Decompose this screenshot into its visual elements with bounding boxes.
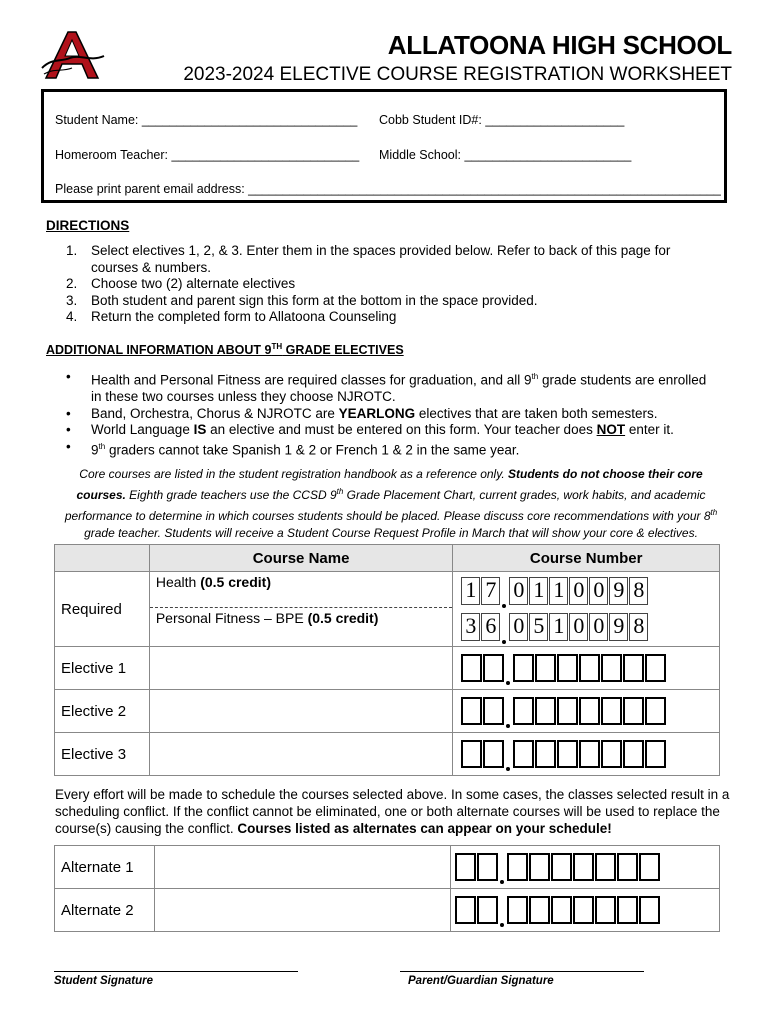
info-bullet: • 9th graders cannot take Spanish 1 & 2 or French 1 & 2 in the same year. [66,438,520,457]
digit-box[interactable] [645,740,666,768]
direction-item: 1. Select electives 1, 2, & 3. Enter them in the spaces provided below. Refer to back of this page for courses & numbers. [66,243,671,275]
digit-box[interactable] [579,740,600,768]
digit-box[interactable] [483,697,504,725]
alternate-2-label: Alternate 2 [55,889,155,932]
core-courses-note: Core courses are listed in the student registration handbook as a reference only. Students do not choose their core courses. Eighth grade teachers use the CCSD 9th Grade Placement Chart, current grades, work habits, and academic performance to determine in which courses students should be placed. Please discuss core recommendations with your 8th grade teacher. Students will receive a Student Course Request Profile in March that will show your core & electives. [64,467,718,540]
elective-1-label: Elective 1 [55,647,150,690]
alternate-1-number-input[interactable] [455,853,719,881]
digit-box: 3 [461,613,480,641]
digit-box[interactable] [595,896,616,924]
required-label: Required [55,572,150,647]
digit-box[interactable] [477,896,498,924]
digit-box[interactable] [529,853,550,881]
digit-box[interactable] [461,740,482,768]
digit-box[interactable] [535,740,556,768]
digit-box[interactable] [617,896,638,924]
elective-3-name-input[interactable] [149,733,452,776]
additional-info-heading: ADDITIONAL INFORMATION ABOUT 9TH GRADE ELECTIVES [46,342,404,358]
info-bullet: • World Language IS an elective and must be entered on this form. Your teacher does NOT enter it. [66,422,674,437]
digit-box: 8 [629,577,648,605]
direction-item: 4. Return the completed form to Allatoona Counseling [66,309,397,324]
digit-box[interactable] [623,697,644,725]
elective-2-number-input[interactable] [461,697,719,725]
student-name-field[interactable]: Student Name: _______________________________ [55,113,358,127]
digit-box[interactable] [645,697,666,725]
student-info-box [41,89,727,203]
digit-box: 8 [629,613,648,641]
digit-box[interactable] [551,853,572,881]
parent-email-field[interactable]: Please print parent email address: ____________________________________________________________________ [55,182,721,196]
middle-school-field[interactable]: Middle School: ________________________ [379,148,632,162]
digit-box[interactable] [601,697,622,725]
direction-item: 2. Choose two (2) alternate electives [66,276,296,291]
decimal-dot [505,740,512,768]
digit-box: 0 [569,613,588,641]
fitness-course: Personal Fitness – BPE (0.5 credit) [155,610,379,626]
digit-box: 1 [549,613,568,641]
elective-1-name-input[interactable] [149,647,452,690]
decimal-dot [501,577,508,605]
digit-box[interactable] [551,896,572,924]
elective-1-number-input[interactable] [461,654,719,682]
digit-box: 6 [481,613,500,641]
digit-box[interactable] [595,853,616,881]
digit-box: 1 [461,577,480,605]
info-bullet: • Health and Personal Fitness are required classes for graduation, and all 9th grade students are enrolled in these two courses unless they choose NJROTC. [66,369,707,404]
digit-box[interactable] [535,654,556,682]
digit-box[interactable] [573,853,594,881]
decimal-dot [505,697,512,725]
direction-item: 3. Both student and parent sign this form at the bottom in the space provided. [66,292,538,308]
decimal-dot [505,654,512,682]
parent-signature-line[interactable]: Parent/Guardian Signature [400,971,644,987]
alternates-table [54,845,720,932]
homeroom-teacher-field[interactable]: Homeroom Teacher: ___________________________ [55,148,360,162]
info-bullet: • Band, Orchestra, Chorus & NJROTC are YEARLONG electives that are taken both semesters. [66,405,658,421]
alternate-1-name-input[interactable] [154,846,450,889]
digit-box[interactable] [461,697,482,725]
digit-box[interactable] [557,654,578,682]
digit-box[interactable] [507,896,528,924]
digit-box[interactable] [513,697,534,725]
decimal-dot [501,613,508,641]
directions-list [66,243,736,326]
additional-info-list [66,369,736,459]
digit-box: 0 [509,577,528,605]
alternate-1-label: Alternate 1 [55,846,155,889]
digit-box: 1 [529,577,548,605]
digit-box[interactable] [557,697,578,725]
digit-box[interactable] [573,896,594,924]
elective-3-label: Elective 3 [55,733,150,776]
elective-2-name-input[interactable] [149,690,452,733]
digit-box[interactable] [645,654,666,682]
digit-box[interactable] [579,697,600,725]
digit-box: 0 [589,577,608,605]
digit-box[interactable] [455,853,476,881]
digit-box[interactable] [477,853,498,881]
digit-box: 0 [509,613,528,641]
digit-box[interactable] [535,697,556,725]
fitness-course-number [461,613,719,641]
course-name-header: Course Name [149,545,452,572]
digit-box[interactable] [507,853,528,881]
worksheet-subtitle: 2023-2024 ELECTIVE COURSE REGISTRATION WORKSHEET [183,64,732,85]
alternate-2-name-input[interactable] [154,889,450,932]
digit-box: 9 [609,577,628,605]
elective-3-number-input[interactable] [461,740,719,768]
digit-box[interactable] [483,654,504,682]
digit-box[interactable] [529,896,550,924]
digit-box: 0 [569,577,588,605]
digit-box[interactable] [483,740,504,768]
digit-box[interactable] [639,896,660,924]
digit-box[interactable] [461,654,482,682]
digit-box[interactable] [623,740,644,768]
alternate-2-number-input[interactable] [455,896,719,924]
digit-box[interactable] [557,740,578,768]
health-course: Health (0.5 credit) [150,572,452,608]
course-table [54,544,720,776]
digit-box[interactable] [579,654,600,682]
digit-box: 7 [481,577,500,605]
school-title: ALLATOONA HIGH SCHOOL [387,30,732,60]
student-signature-line[interactable]: Student Signature [54,971,298,987]
health-course-number [461,577,719,605]
digit-box[interactable] [601,654,622,682]
decimal-dot [499,896,506,924]
digit-box: 9 [609,613,628,641]
digit-box: 0 [589,613,608,641]
cobb-id-field[interactable]: Cobb Student ID#: ____________________ [379,113,625,127]
digit-box[interactable] [601,740,622,768]
digit-box[interactable] [513,740,534,768]
digit-box: 5 [529,613,548,641]
digit-box: 1 [549,577,568,605]
digit-box[interactable] [455,896,476,924]
scheduling-paragraph: Every effort will be made to schedule the courses selected above. In some cases, the classes selected result in a scheduling conflict. If the conflict cannot be eliminated, one or both alternate courses will be used to replace the course(s) causing the conflict. Courses listed as alternates can appear on your schedule! [55,787,730,836]
digit-box[interactable] [639,853,660,881]
digit-box[interactable] [617,853,638,881]
course-number-header: Course Number [453,545,720,572]
elective-2-label: Elective 2 [55,690,150,733]
decimal-dot [499,853,506,881]
directions-heading: DIRECTIONS [46,218,130,233]
digit-box[interactable] [623,654,644,682]
digit-box[interactable] [513,654,534,682]
